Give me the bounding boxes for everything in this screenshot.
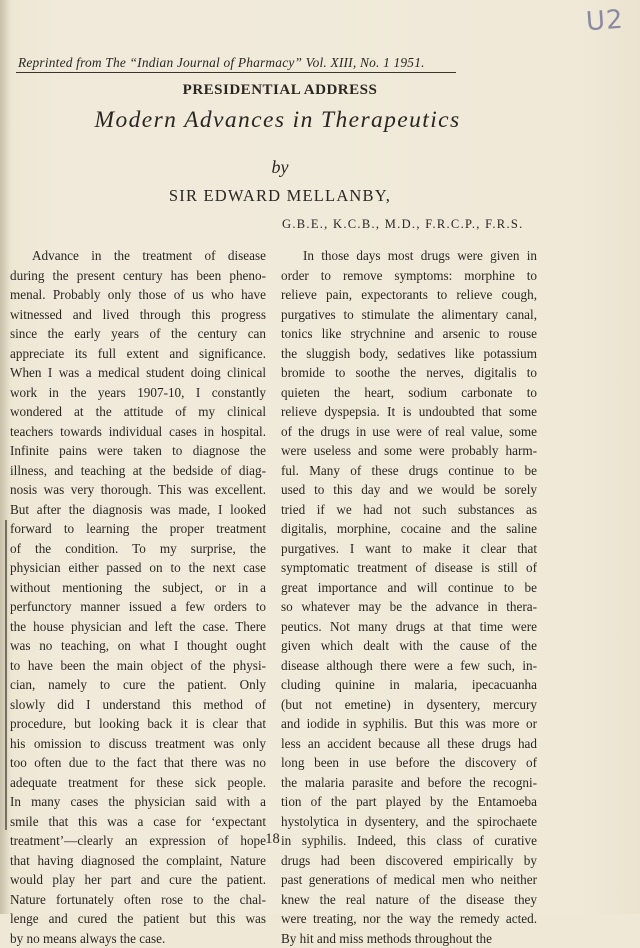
text-line: was no teaching, on what I thought ought [10, 636, 266, 656]
text-line: peutics. Not many drugs at that time were [281, 617, 537, 637]
text-line: his omission to discuss treatment was only [10, 734, 266, 754]
section-heading-text: PRESIDENTIAL ADDRESS [183, 82, 378, 99]
text-line: order to remove symptoms: morphine to [281, 266, 537, 286]
text-line: in syphilis. Indeed, this class of curative [281, 831, 537, 851]
text-line: illness, and teaching at the bedside of diag- [10, 461, 266, 481]
text-line: symptomatic treatment of disease is still of [281, 558, 537, 578]
text-line: relieve dyspepsia. It is undoubted that some [281, 402, 537, 422]
text-line: less an accident because all these drugs had [281, 734, 537, 754]
text-line: Infinite pains were taken to diagnose the [10, 441, 266, 461]
text-line: appreciate its full extent and significance. [10, 344, 266, 364]
text-line: menal. Probably only those of us who have [10, 285, 266, 305]
text-line: But after the diagnosis was made, I looked [10, 500, 266, 520]
author-name: SIR EDWARD MELLANBY, [0, 186, 560, 206]
text-line: so whatever may be the advance in thera- [281, 597, 537, 617]
text-line: perfunctory manner issued a few orders to [10, 597, 266, 617]
text-line: By hit and miss methods throughout the [281, 929, 537, 948]
text-line: ful. Many of these drugs continue to be [281, 461, 537, 481]
text-line: relieve pain, expectorants to relieve cough, [281, 285, 537, 305]
text-line: physician either passed on to the next case [10, 558, 266, 578]
reprint-underline [16, 72, 456, 73]
page-number: 18 [0, 831, 545, 848]
text-line: Advance in the treatment of disease [10, 246, 266, 266]
text-line: When I was a medical student doing clinical [10, 363, 266, 383]
text-line: work in the years 1907-10, I constantly [10, 383, 266, 403]
text-line: nosis was very thorough. This was excellent. [10, 480, 266, 500]
text-line: of the drugs in use were of real value, some [281, 422, 537, 442]
byline-by: by [0, 157, 560, 178]
text-line: In many cases the physician said with a [10, 792, 266, 812]
text-line: by no means always the case. [10, 929, 266, 948]
handwritten-corner-note: U2 [585, 5, 625, 38]
text-line: knew the real nature of the disease they [281, 890, 537, 910]
text-line: since the early years of the century can [10, 324, 266, 344]
text-line: too often due to the fact that there was no [10, 753, 266, 773]
text-line: forward to learning the proper treatment [10, 519, 266, 539]
text-line: purgatives to stimulate the alimentary canal, [281, 305, 537, 325]
text-line: tion of the part played by the Entamoeba [281, 792, 537, 812]
text-line: (but not emetine) in dysentery, mercury [281, 695, 537, 715]
reprint-line: Reprinted from The “Indian Journal of Pharmacy” Vol. XIII, No. 1 1951. [18, 55, 458, 71]
text-line: hystolytica in dysentery, and the spirochaete [281, 812, 537, 832]
text-line: lenge and cured the patient but this was [10, 909, 266, 929]
section-heading [0, 82, 560, 99]
text-line: great importance and will continue to be [281, 578, 537, 598]
text-line: during the present century has been pheno- [10, 266, 266, 286]
text-line: digitalis, morphine, cocaine and the saline [281, 519, 537, 539]
text-line: disease although there were a few such, in- [281, 656, 537, 676]
text-line: In those days most drugs were given in [281, 246, 537, 266]
text-line: cian, namely to cure the patient. Only [10, 675, 266, 695]
text-line: without mentioning the subject, or in a [10, 578, 266, 598]
text-line: the malaria parasite and before the recogni- [281, 773, 537, 793]
text-line: adequate treatment for these sick people. [10, 773, 266, 793]
text-line: that having diagnosed the complaint, Nature [10, 851, 266, 871]
article-title: Modern Advances in Therapeutics [0, 107, 555, 134]
text-line: Nature fortunately often rose to the chal- [10, 890, 266, 910]
text-line: treatment’—clearly an expression of hope [10, 831, 266, 851]
margin-mark [5, 520, 7, 830]
text-line: procedure, but looking back it is clear that [10, 714, 266, 734]
text-line: quieten the heart, sodium carbonate to [281, 383, 537, 403]
text-line: the sluggish body, sedatives like potassium [281, 344, 537, 364]
text-line: long been in use before the discovery of [281, 753, 537, 773]
text-line: were useless and some were probably harm- [281, 441, 537, 461]
text-line: witnessed and lived through this progress [10, 305, 266, 325]
text-line: wondered at the attitude of my clinical [10, 402, 266, 422]
text-line: past generations of medical men who neither [281, 870, 537, 890]
author-degrees: G.B.E., K.C.B., M.D., F.R.C.P., F.R.S. [282, 217, 524, 232]
text-line: tonics like strychnine and arsenic to rouse [281, 324, 537, 344]
text-line: tried if we had not such substances as [281, 500, 537, 520]
text-line: teachers towards individual cases in hospital. [10, 422, 266, 442]
text-line: to have been the main object of the physi- [10, 656, 266, 676]
text-line: bromide to soothe the nerves, digitalis to [281, 363, 537, 383]
text-line: and iodide in syphilis. But this was more or [281, 714, 537, 734]
text-line: used to this day and we would be sorely [281, 480, 537, 500]
text-line: given which dealt with the cause of the [281, 636, 537, 656]
text-line: of the condition. To my surprise, the [10, 539, 266, 559]
text-line: would play her part and cure the patient. [10, 870, 266, 890]
text-line: were treating, nor the way the remedy acted. [281, 909, 537, 929]
text-line: purgatives. I want to make it clear that [281, 539, 537, 559]
text-line: smile that this was a case for ‘expectant [10, 812, 266, 832]
text-line: the house physician and left the case. There [10, 617, 266, 637]
text-line: slowly did I understand this method of [10, 695, 266, 715]
text-line: drugs had been discovered empirically by [281, 851, 537, 871]
text-line: cluding quinine in malaria, ipecacuanha [281, 675, 537, 695]
